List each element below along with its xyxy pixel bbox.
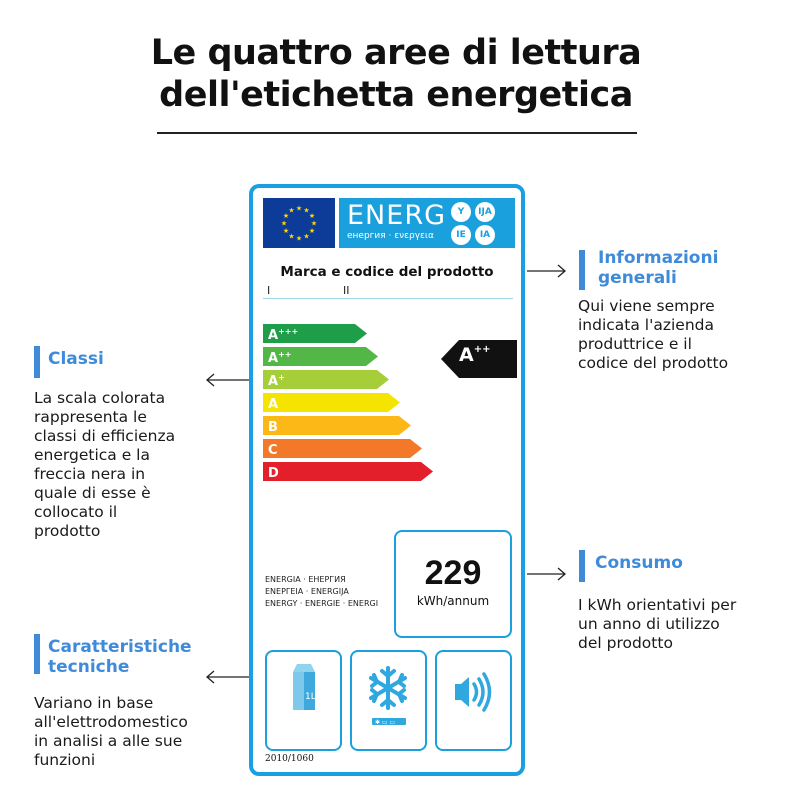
tecniche-line: in analisi a alle sue — [34, 732, 183, 750]
classi-line: energetica e la — [34, 446, 150, 464]
classi-heading — [48, 349, 104, 369]
brand-underline — [263, 298, 513, 299]
info-heading-line: generali — [598, 268, 677, 288]
classi-line: rappresenta le — [34, 408, 147, 426]
class-arrow — [263, 324, 367, 343]
energy-lang-line: ENERGY · ENERGIE · ENERGI — [265, 599, 379, 608]
classi-line: quale di esse è — [34, 484, 151, 502]
classi-accent-bar — [34, 346, 40, 378]
current-class-sup: ++ — [473, 344, 491, 355]
class-arrow-label: B — [268, 420, 278, 435]
page-title — [0, 32, 792, 116]
energ-header — [339, 198, 515, 248]
regulation-code: 2010/1060 — [265, 754, 314, 764]
consumo-line: un anno di utilizzo — [578, 615, 720, 633]
eu-star-icon: ★ — [308, 212, 316, 220]
consumption-unit: kWh/annum — [416, 594, 490, 608]
brand-tick-2: II — [343, 284, 350, 297]
lang-badge: IE — [451, 225, 471, 245]
tecniche-line: funzioni — [34, 751, 96, 769]
class-arrow — [263, 416, 411, 435]
tecniche-heading — [48, 637, 192, 677]
consumo-heading-line: Consumo — [595, 553, 683, 573]
eu-star-icon: ★ — [310, 219, 318, 228]
connector-arrow-info — [525, 262, 569, 280]
class-arrow — [263, 370, 389, 389]
info-line: Qui viene sempre — [578, 297, 715, 315]
info-line: produttrice e il — [578, 335, 692, 353]
classi-line: La scala colorata — [34, 389, 166, 407]
connector-arrow-consumo — [525, 565, 569, 583]
energy-lang-line: ENERGIA · ЕНЕРГИЯ — [265, 575, 346, 584]
efficiency-scale — [263, 324, 443, 484]
eu-star-icon: ★ — [303, 232, 310, 241]
lang-badge: IJA — [475, 202, 495, 222]
energy-lang-line: ΕΝΕΡΓΕΙΑ · ENERGIJA — [265, 587, 349, 596]
feature-box-freezer — [350, 650, 427, 751]
eu-star-icon: ★ — [282, 212, 290, 220]
current-class-main: A — [459, 344, 474, 366]
classi-heading-line: Classi — [48, 349, 104, 369]
tecniche-line: Variano in base — [34, 694, 154, 712]
eu-star-icon: ★ — [308, 227, 316, 235]
class-arrow — [263, 393, 400, 412]
eu-star-icon: ★ — [288, 206, 295, 215]
class-arrow — [263, 347, 378, 366]
class-arrow — [263, 462, 433, 481]
eu-star-icon: ★ — [303, 206, 310, 215]
feature-box-noise — [435, 650, 512, 751]
connector-arrow-tecniche — [203, 668, 251, 686]
eu-flag-icon — [263, 198, 335, 248]
title-line-2: dell'etichetta energetica — [159, 75, 633, 115]
feature-box-capacity — [265, 650, 342, 751]
lang-badge: Y — [451, 202, 471, 222]
class-arrow-label: C — [268, 443, 278, 458]
classi-line: freccia nera in — [34, 465, 146, 483]
consumo-accent-bar — [579, 550, 585, 582]
class-arrow-label: A+++ — [268, 327, 299, 343]
brand-tick-1: I — [267, 284, 271, 297]
info-line: codice del prodotto — [578, 354, 729, 372]
eu-star-icon: ★ — [280, 219, 288, 228]
eu-star-icon: ★ — [295, 234, 303, 243]
class-arrow-label: A — [268, 397, 279, 412]
class-arrow-label: D — [268, 466, 279, 481]
classi-line: prodotto — [34, 522, 101, 540]
energ-subtitle: енергия · ενεργεια — [347, 231, 434, 241]
eu-star-icon: ★ — [282, 227, 290, 235]
consumo-heading — [595, 553, 683, 573]
class-arrow-label: A+ — [268, 373, 285, 389]
energy-languages — [265, 574, 378, 610]
consumption-box — [394, 530, 512, 638]
classi-line: collocato il — [34, 503, 118, 521]
freezer-snowflake-icon — [352, 652, 425, 749]
consumo-description — [578, 596, 736, 653]
tecniche-heading-line: Caratteristiche — [48, 637, 192, 657]
classi-description — [34, 389, 175, 541]
info-heading-line: Informazioni — [598, 248, 719, 268]
connector-arrow-classi — [203, 371, 251, 389]
energ-title: ENERG — [347, 200, 446, 231]
energy-label — [249, 184, 525, 776]
class-arrow — [263, 439, 422, 458]
capacity-label: 1L — [305, 692, 316, 702]
title-divider — [157, 132, 637, 134]
current-class-label — [459, 344, 490, 366]
milk-carton-icon — [267, 652, 340, 749]
tecniche-heading-line: tecniche — [48, 657, 130, 677]
info-description — [578, 297, 728, 373]
noise-speaker-icon — [437, 652, 510, 749]
eu-star-icon: ★ — [288, 232, 295, 241]
info-heading — [598, 248, 718, 288]
eu-star-icon: ★ — [295, 204, 303, 213]
info-line: indicata l'azienda — [578, 316, 715, 334]
tecniche-accent-bar — [34, 634, 40, 674]
tecniche-description — [34, 694, 188, 770]
consumption-value: 229 — [424, 554, 482, 592]
class-arrow-label: A++ — [268, 350, 292, 366]
consumo-line: del prodotto — [578, 634, 673, 652]
title-line-1: Le quattro aree di lettura — [150, 33, 642, 73]
tecniche-line: all'elettrodomestico — [34, 713, 188, 731]
svg-text:✱ ▭ ▭: ✱ ▭ ▭ — [375, 719, 396, 726]
consumo-line: I kWh orientativi per — [578, 596, 737, 614]
info-accent-bar — [579, 250, 585, 290]
brand-code-text: Marca e codice del prodotto — [280, 264, 494, 280]
classi-line: classi di efficienza — [34, 427, 176, 445]
lang-badge: IA — [475, 225, 495, 245]
